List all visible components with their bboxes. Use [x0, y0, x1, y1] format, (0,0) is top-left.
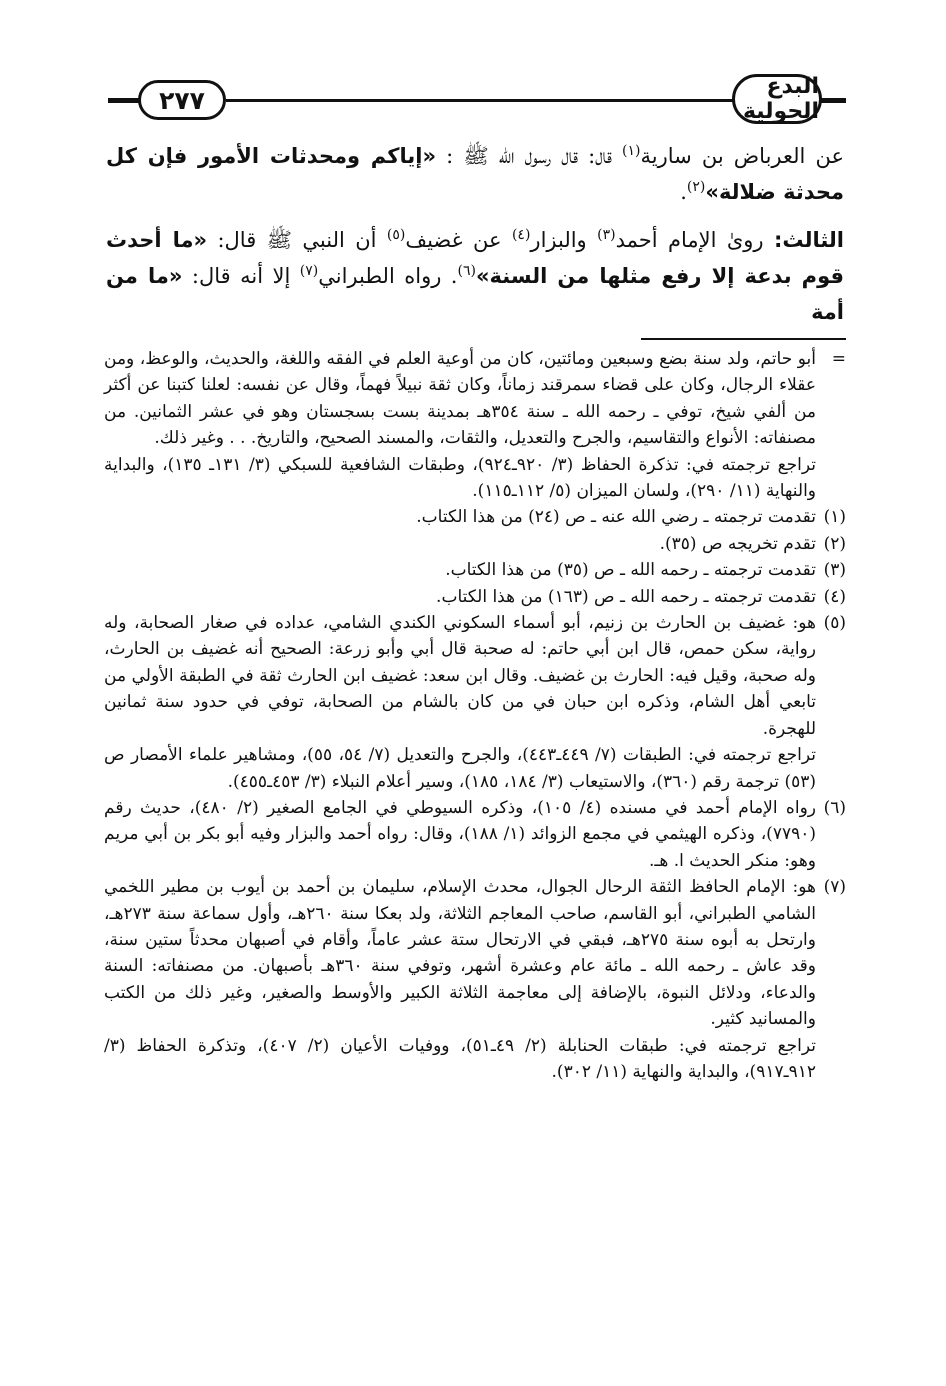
footnote-mark: (٦) — [823, 797, 846, 818]
hadith-quote-3: «ما من أمة — [106, 264, 844, 324]
p2-text-3: عن غضيف — [405, 228, 512, 252]
p1-intro: عن العرباض بن سارية — [640, 144, 845, 168]
page-number: ٢٧٧ — [138, 80, 226, 120]
footnote-mark: (٢) — [823, 533, 846, 554]
footnote-2 — [104, 531, 846, 557]
header-rule-left — [108, 98, 140, 103]
p2-text-2: والبزار — [530, 228, 598, 252]
footnote-ref-6: (٦) — [457, 263, 476, 279]
p2-text-4: أن النبي ﷺ قال: — [207, 228, 387, 252]
paragraph-1 — [106, 138, 844, 210]
running-title: البدع الحولية — [732, 74, 822, 124]
footnote-ref-4: (٤) — [511, 227, 531, 243]
footnote-text: رواه الإمام أحمد في مسنده (٤/ ١٠٥)، وذكره السيوطي في الجامع الصغير (٢/ ٤٨٠)، حديث رقم (٧٧٩٠)، وذكره الهيثمي في مجمع الزوائد (١/ ١٨٨)، وقال: رواه أحمد والبزار وفيه أبو بكر بن أبي مريم وهو: منكر الحديث ا. هـ. — [104, 797, 816, 871]
footnote-refs: تراجع ترجمته في: الطبقات (٧/ ٤٤٩ـ٤٤٣)، والجرح والتعديل (٧/ ٥٤، ٥٥)، ومشاهير علماء الأمصار ص (٥٣) ترجمة رقم (٣٦٠)، والاستيعاب (٣/ ١٨٤، ١٨٥)، وسير أعلام النبلاء (٣/ ٤٥٣ـ٤٥٥). — [104, 745, 816, 792]
p1-text: قال: قال رسول الله ﷺ : — [436, 144, 623, 168]
paragraph-2 — [106, 222, 844, 330]
footnote-text: تقدمت ترجمته ـ رحمه الله ـ ص (٣٥) من هذا الكتاب. — [445, 560, 816, 581]
footnote-continuation — [104, 346, 846, 504]
footnote-ref-3: (٣) — [597, 227, 616, 243]
footnote-5 — [104, 610, 846, 795]
footnote-text: هو: الإمام الحافظ الثقة الرحال الجوال، محدث الإسلام، سليمان بن أحمد بن أيوب بن مطير اللخمي الشامي الطبراني، أبو القاسم، صاحب المعاجم الثلاثة، ولد بعكا سنة ٢٦٠هـ، وأول سماعة سنة ٢٧٣هـ، وارتحل به أبوه سنة ٢٧٥هـ، فبقي في الارتحال ستة عشر عاماً، وأقام في أصبهان محدثاً ستين سنة، وقد عاش ـ رحمه الله ـ مائة عام وعشرة أشهر، وتوفي سنة ٣٦٠هـ بأصبهان. من مصنفاته: السنة والدعاء، ودلائل النبوة، بالإضافة إلى معاجمة الثلاثة الكبير والأوسط والصغير، وغير ذلك من الكتب والمسانيد كثير. — [104, 877, 816, 1030]
p1-end: . — [680, 180, 687, 204]
footnote-mark: (٥) — [823, 613, 846, 634]
footnote-1 — [104, 504, 846, 530]
footnote-refs: تراجع ترجمته في: طبقات الحنابلة (٢/ ٤٩ـ٥١)، ووفيات الأعيان (٢/ ٤٠٧)، وتذكرة الحفاظ (٣/ ٩١٢ـ٩١٧)، والبداية والنهاية (١١/ ٣٠٢). — [104, 1035, 816, 1082]
footnote-ref-5: (٥) — [386, 227, 406, 243]
page-header — [108, 72, 846, 128]
footnote-3 — [104, 557, 846, 583]
footnote-text: تقدم تخريجه ص (٣٥). — [659, 533, 816, 554]
footnote-7 — [104, 874, 846, 1085]
hadith-quote-2: «ما أحدث قوم بدعة إلا رفع مثلها من السنة» — [106, 228, 844, 288]
footnote-mark: (٤) — [823, 586, 846, 607]
footnote-text: تقدمت ترجمته ـ رضي الله عنه ـ ص (٢٤) من هذا الكتاب. — [416, 507, 816, 528]
main-text — [106, 138, 844, 342]
footnote-mark: (١) — [823, 507, 846, 528]
p2-text-6: إلا أنه قال: — [182, 264, 300, 288]
footnote-mark: (٣) — [823, 560, 846, 581]
header-rule-right — [820, 98, 846, 103]
hadith-quote-1: «إياكم ومحدثات الأمور فإن كل محدثة ضلالة» — [106, 144, 844, 204]
footnote-text: أبو حاتم، ولد سنة بضع وسبعين ومائتين، كان من أوعية العلم في الفقه واللغة، والحديث، والوعظ، ومن عقلاء الرجال، وكان على قضاء سمرقند زماناً، وكان ثقة نبيلاً فهماً، وقال عن نفسه: لعلنا كتبنا عن أكثر من ألفي شيخ، توفي ـ رحمه الله ـ سنة ٣٥٤هـ بمدينة بست بسجستان وهو في عشر الثمانين. من مصنفاته: الأنواع والتقاسيم، والجرح والتعديل، والثقات، والمسند الصحيح، والتاريخ. . . وغير ذلك. — [104, 349, 816, 449]
footnote-mark: = — [831, 349, 846, 369]
footnote-separator — [641, 338, 846, 340]
footnote-ref-7: (٧) — [299, 263, 319, 279]
footnote-refs: تراجع ترجمته في: تذكرة الحفاظ (٣/ ٩٢٠ـ٩٢٤)، وطبقات الشافعية للسبكي (٣/ ١٣١ـ ١٣٥)، والبداية والنهاية (١١/ ٢٩٠)، ولسان الميزان (٥/ ١١٢ـ١١٥). — [104, 454, 816, 502]
footnotes — [104, 346, 846, 1085]
p2-text-5: . رواه الطبراني — [318, 264, 458, 288]
footnote-ref-2: (٢) — [686, 179, 706, 195]
p2-lead: الثالث: — [773, 228, 845, 252]
footnote-ref-1: (١) — [622, 143, 641, 159]
footnote-text: تقدمت ترجمته ـ رحمه الله ـ ص (١٦٣) من هذا الكتاب. — [436, 586, 816, 607]
header-rule-middle — [226, 99, 734, 102]
footnote-6 — [104, 795, 846, 874]
footnote-mark: (٧) — [823, 877, 846, 898]
p2-text-1: روىٰ الإمام أحمد — [615, 228, 774, 252]
footnote-4 — [104, 584, 846, 610]
footnote-text: هو: غضيف بن الحارث بن زنيم، أبو أسماء السكوني الكندي الشامي، عداده في صغار الصحابة، وله رواية، سكن حمص، قال ابن أبي حاتم: له صحبة قال أبي وأبو زرعة: الصحيح أنه غضيف بن الحارث، وله صحبة، وقيل فيه: الحارث بن غضيف. وقال ابن سعد: غضيف ابن الحارث ثقة في الطبقة الأولي من تابعي أهل الشام، وذكره ابن حبان في من كان بالشام من الصحابة، توفي في حدود سنة ثمانين للهجرة. — [104, 613, 816, 739]
